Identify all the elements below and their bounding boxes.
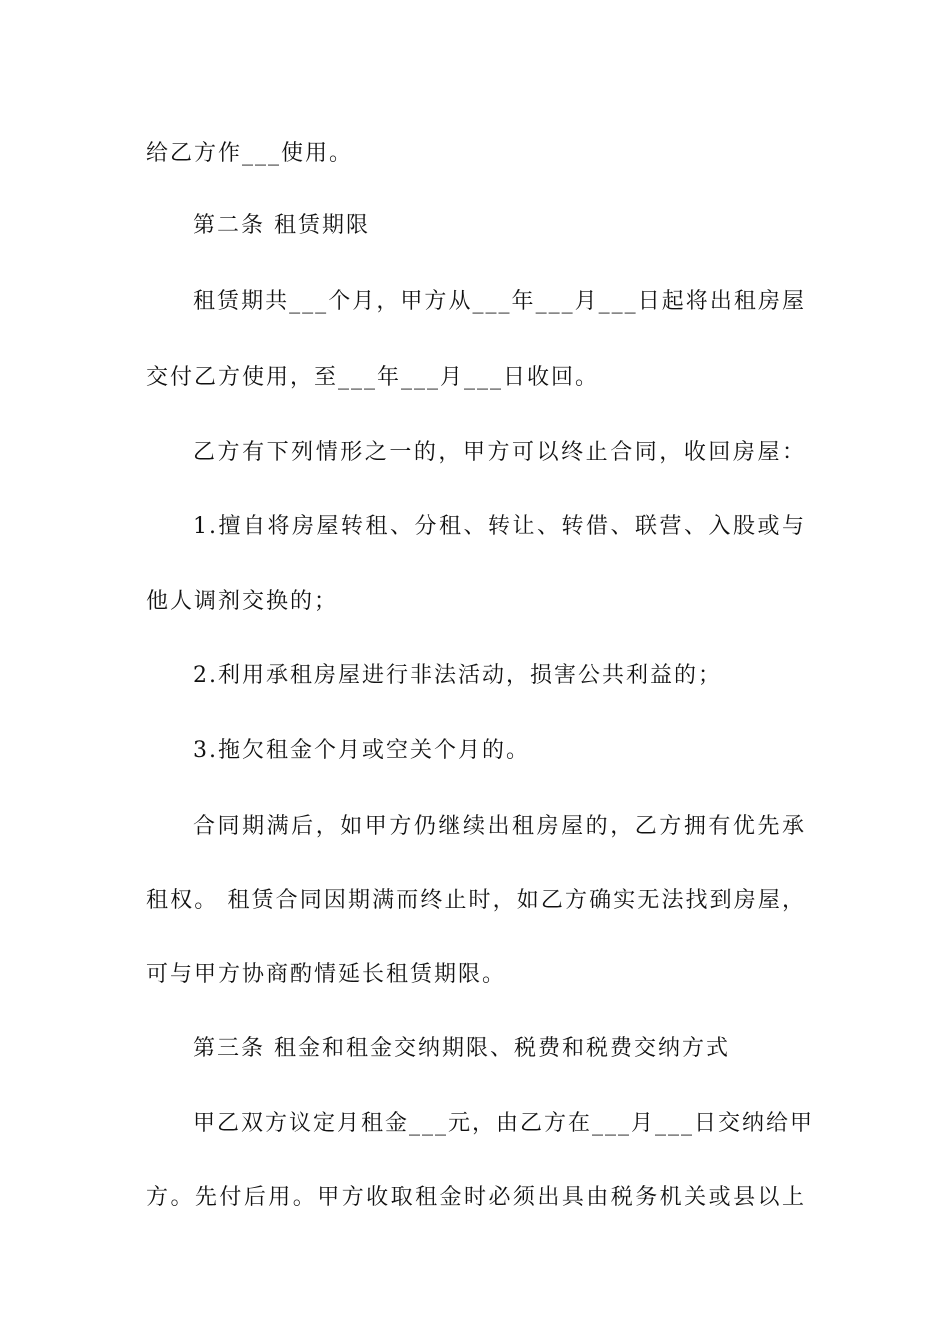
paragraph-line: 方。先付后用。甲方收取租金时必须出具由税务机关或县以上 [146,1185,806,1210]
paragraph-line: 合同期满后，如甲方仍继续出租房屋的，乙方拥有优先承 [193,814,806,839]
paragraph-line: 可与甲方协商酌情延长租赁期限。 [146,962,507,987]
paragraph-line: 租权。 租赁合同因期满而终止时，如乙方确实无法找到房屋， [146,888,806,913]
section-heading: 第三条 租金和租金交纳期限、税费和税费交纳方式 [193,1036,730,1061]
list-item: 2.利用承租房屋进行非法活动，损害公共利益的； [193,663,722,688]
list-item: 3.拖欠租金个月或空关个月的。 [193,738,530,763]
paragraph-line: 他人调剂交换的； [146,589,339,614]
paragraph-line: 乙方有下列情形之一的，甲方可以终止合同，收回房屋： [193,440,806,465]
paragraph-line: 甲乙双方议定月租金___元，由乙方在___月___日交纳给甲 [193,1111,815,1136]
paragraph-line: 给乙方作___使用。 [146,141,354,166]
paragraph-line: 租赁期共___个月，甲方从___年___月___日起将出租房屋 [193,289,806,314]
paragraph-line: 交付乙方使用，至___年___月___日收回。 [146,365,600,390]
section-heading: 第二条 租赁期限 [193,213,370,238]
list-item: 1.擅自将房屋转租、分租、转让、转借、联营、入股或与 [193,514,806,539]
